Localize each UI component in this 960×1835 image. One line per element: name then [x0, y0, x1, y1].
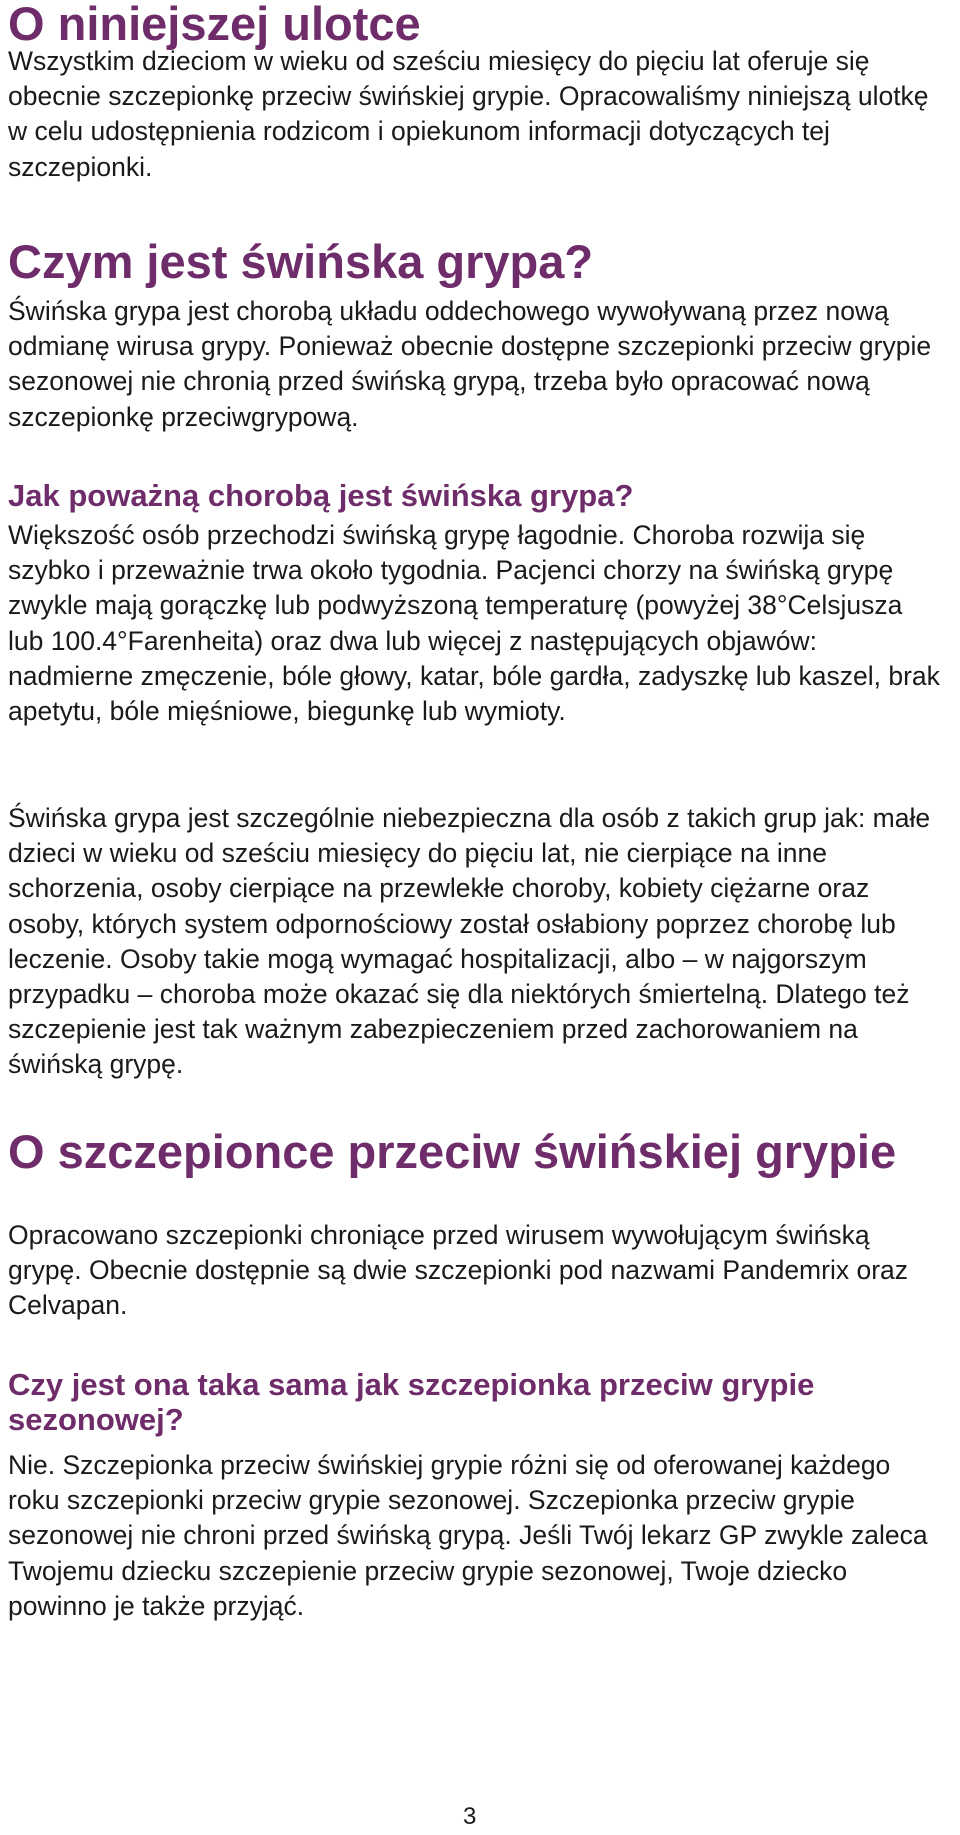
heading-same-as-seasonal: Czy jest ona taka sama jak szczepionka przeciw grypie sezonowej? — [8, 1367, 815, 1437]
heading-intro: O niniejszej ulotce — [8, 0, 421, 50]
paragraph-what-is: Świńska grypa jest chorobą układu oddechowego wywoływaną przez nową odmianę wirusa grypy. Ponieważ obecnie dostępne szczepionki przeciw grypie sezonowej nie chronią przed świńską grypą, trzeba było opracować nową szczepionkę przeciwgrypową. — [8, 296, 932, 432]
heading-what-is: Czym jest świńska grypa? — [8, 235, 594, 288]
paragraph-how-serious: Większość osób przechodzi świńską grypę łagodnie. Choroba rozwija się szybko i przeważnie trwa około tygodnia. Pacjenci chorzy na świńską grypę zwykle mają gorączkę lub podwyższoną temperaturę (powyżej 38°Celsjusza lub 100.4°Farenheita) oraz dwa lub więcej z następujących objawów: nadmierne zmęczenie, bóle głowy, katar, bóle gardła, zadyszkę lub kaszel, brak apetytu, bóle mięśniowe, biegunkę lub wymioty. — [8, 520, 940, 727]
paragraph-same-as-seasonal: Nie. Szczepionka przeciw świńskiej grypie różni się od oferowanej każdego roku szczepionki przeciw grypie sezonowej. Szczepionka przeciw grypie sezonowej nie chroni przed świńską grypą. Jeśli Twój lekarz GP zwykle zaleca Twojemu dziecku szczepienie przeciw grypie sezonowej, Twoje dziecko powinno je także przyjąć. — [8, 1450, 928, 1621]
heading-about-vaccine: O szczepionce przeciw świńskiej grypie — [8, 1125, 897, 1178]
heading-how-serious: Jak poważną chorobą jest świńska grypa? — [8, 478, 634, 513]
paragraph-intro: Wszystkim dzieciom w wieku od sześciu miesięcy do pięciu lat oferuje się obecnie szczepionkę przeciw świńskiej grypie. Opracowaliśmy niniejszą ulotkę w celu udostępnienia rodzicom i opiekunom informacji dotyczących tej szczepionki. — [8, 46, 929, 182]
page-number: 3 — [463, 1803, 477, 1830]
paragraph-risk-groups: Świńska grypa jest szczególnie niebezpieczna dla osób z takich grup jak: małe dzieci w wieku od sześciu miesięcy do pięciu lat, nie cierpiące na inne schorzenia, osoby cierpiące na przewlekłe choroby, kobiety ciężarne oraz osoby, których system odpornościowy został osłabiony poprzez chorobę lub leczenie. Osoby takie mogą wymagać hospitalizacji, albo – w najgorszym przypadku – choroba może okazać się dla niektórych śmiertelną. Dlatego też szczepienie jest tak ważnym zabezpieczeniem przed zachorowaniem na świńską grypę. — [8, 803, 931, 1080]
paragraph-about-vaccine: Opracowano szczepionki chroniące przed wirusem wywołującym świńską grypę. Obecnie dostępnie są dwie szczepionki pod nazwami Pandemrix oraz Celvapan. — [8, 1220, 909, 1321]
